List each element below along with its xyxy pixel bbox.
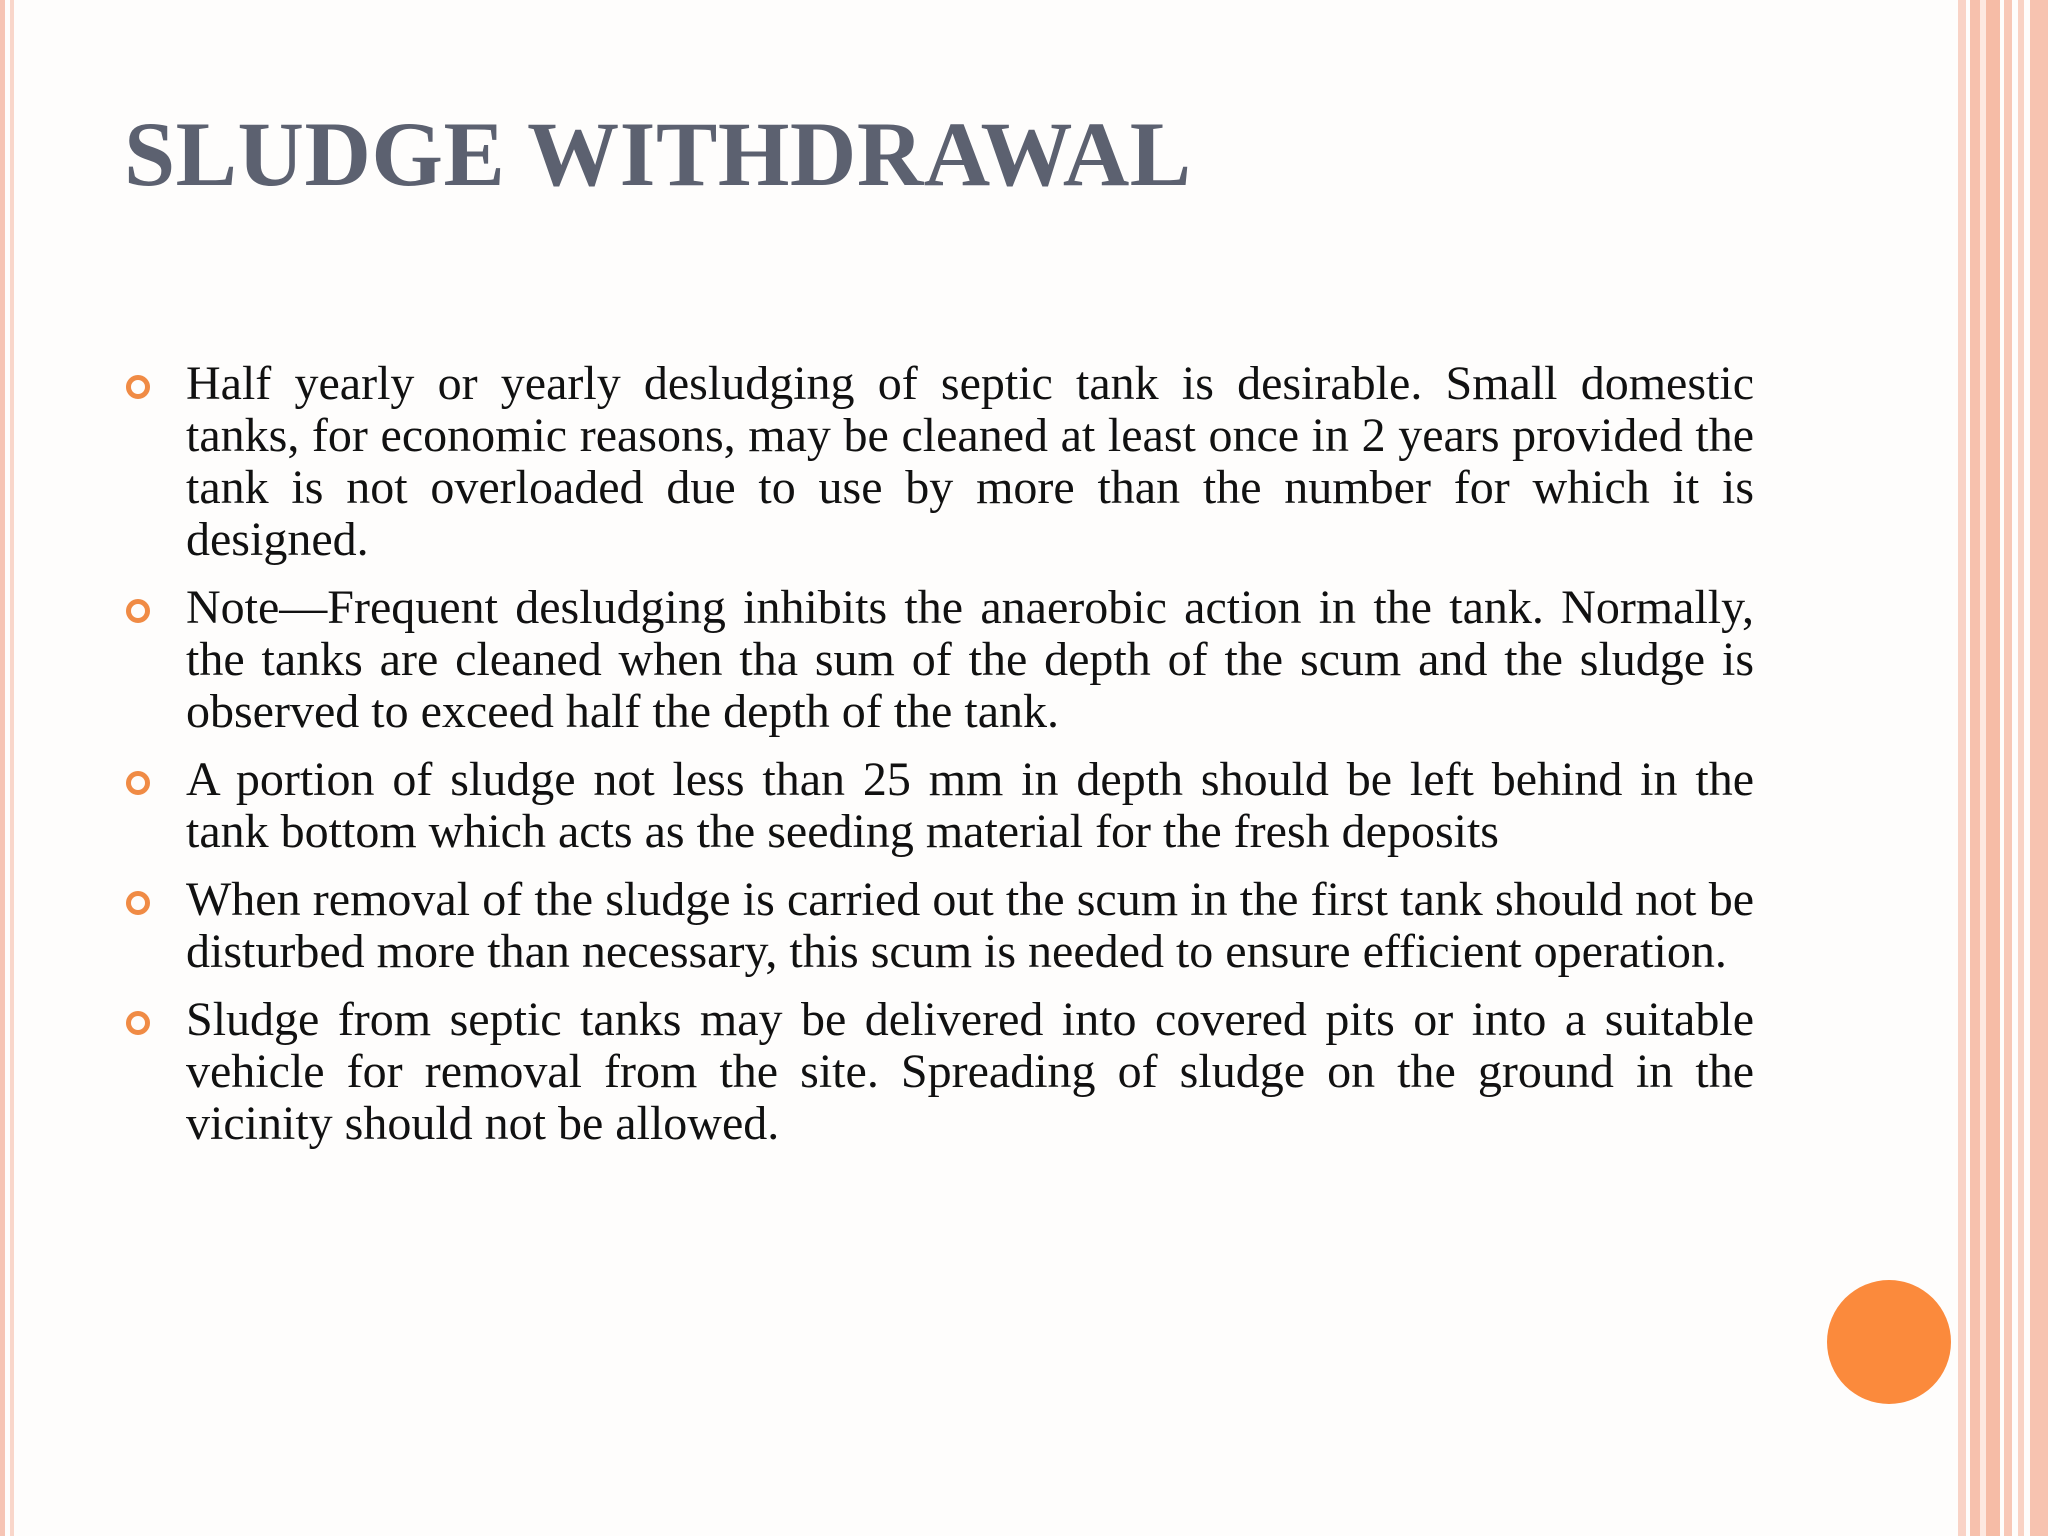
right-border-stripe bbox=[1986, 0, 2000, 1536]
hollow-circle-bullet-icon bbox=[126, 891, 150, 915]
hollow-circle-bullet-icon bbox=[126, 599, 150, 623]
bullet-item bbox=[124, 994, 1754, 1150]
hollow-circle-bullet-icon bbox=[126, 1011, 150, 1035]
slide-title: SLUDGE WITHDRAWAL bbox=[124, 103, 1192, 205]
bullet-item bbox=[124, 754, 1754, 858]
bullet-list bbox=[124, 358, 1754, 1166]
left-border-stripe bbox=[0, 0, 5, 1536]
right-border-stripe bbox=[2018, 0, 2024, 1536]
bullet-text: Sludge from septic tanks may be delivered into covered pits or into a suitable vehicle for removal from the site. Spreading of sludge on the ground in the vicinity should not be allowed. bbox=[186, 993, 1754, 1150]
hollow-circle-bullet-icon bbox=[126, 771, 150, 795]
left-border-stripe bbox=[10, 0, 14, 1536]
hollow-circle-bullet-icon bbox=[126, 375, 150, 399]
right-border-stripe bbox=[2030, 0, 2048, 1536]
decorative-orange-circle bbox=[1827, 1280, 1951, 1404]
bullet-item bbox=[124, 358, 1754, 566]
bullet-text: A portion of sludge not less than 25 mm in depth should be left behind in the tank bottom which acts as the seeding material for the fresh deposits bbox=[186, 753, 1754, 858]
bullet-item bbox=[124, 582, 1754, 738]
bullet-text: When removal of the sludge is carried out the scum in the first tank should not be disturbed more than necessary, this scum is needed to ensure efficient operation. bbox=[186, 873, 1754, 978]
bullet-text: Half yearly or yearly desludging of septic tank is desirable. Small domestic tanks, for economic reasons, may be cleaned at least once in 2 years provided the tank is not overloaded due to use by more than the number for which it is designed. bbox=[186, 357, 1754, 566]
right-border-stripe bbox=[1958, 0, 1966, 1536]
right-border-stripe bbox=[2004, 0, 2012, 1536]
right-border-stripe bbox=[1970, 0, 1980, 1536]
bullet-item bbox=[124, 874, 1754, 978]
bullet-text: Note—Frequent desludging inhibits the anaerobic action in the tank. Normally, the tanks are cleaned when tha sum of the depth of the scum and the sludge is observed to exceed half the depth of the tank. bbox=[186, 581, 1754, 738]
